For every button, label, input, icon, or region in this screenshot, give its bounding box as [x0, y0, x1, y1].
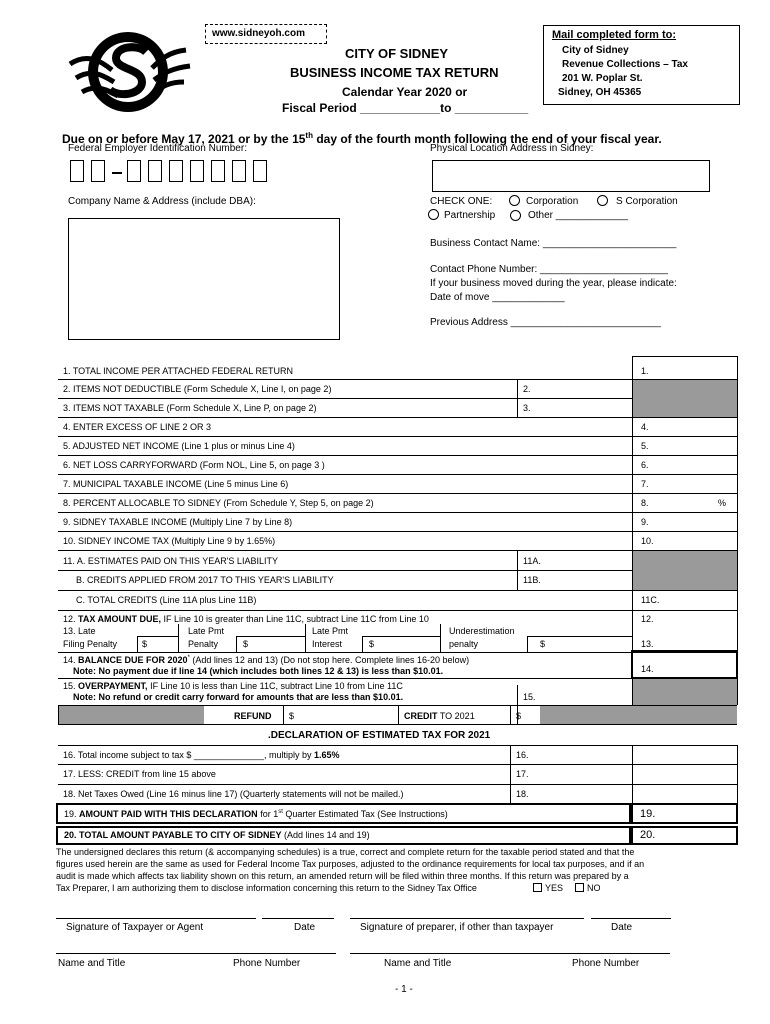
date-label: Date — [294, 922, 316, 933]
grid-line — [632, 745, 633, 803]
contact-name-field[interactable]: Business Contact Name: ________________________ — [430, 238, 677, 249]
line-13-late-pmt: Late Pmt — [188, 626, 225, 636]
box-label: 14. — [641, 664, 654, 674]
s-corporation-radio[interactable] — [597, 195, 608, 206]
grid-line — [527, 636, 528, 652]
grid-line — [58, 784, 737, 785]
grid-line — [517, 550, 518, 590]
grid-line — [517, 379, 518, 417]
fein-label: Federal Employer Identification Number: — [68, 143, 247, 154]
fein-digit-box[interactable] — [211, 160, 225, 182]
fein-digit-box[interactable] — [253, 160, 267, 182]
due-date-notice: Due on or before May 17, 2021 or by the 15th day of the fourth month following the end of your fiscal year. — [62, 131, 662, 146]
box-label: 4. — [641, 422, 649, 432]
grid-line — [58, 436, 737, 437]
line-11b-label: B. CREDITS APPLIED FROM 2017 TO THIS YEAR'S LIABILITY — [76, 575, 334, 585]
signature-line[interactable] — [350, 918, 584, 919]
other-label[interactable]: Other _____________ — [528, 210, 629, 221]
phone-label: Phone Number — [233, 958, 301, 969]
shaded-cell — [540, 706, 737, 724]
form-title: BUSINESS INCOME TAX RETURN — [290, 65, 499, 80]
line-1-label: 1. TOTAL INCOME PER ATTACHED FEDERAL RETURN — [63, 366, 294, 376]
grid-line — [58, 610, 737, 611]
box-label: 5. — [641, 441, 649, 451]
mail-line: City of Sidney — [562, 45, 629, 56]
name-title-label: Name and Title — [384, 958, 452, 969]
line-3-label: 3. ITEMS NOT TAXABLE (Form Schedule X, Line P, on page 2) — [63, 403, 317, 413]
box-label: 6. — [641, 460, 649, 470]
grid-line — [58, 512, 737, 513]
name-title-label: Name and Title — [58, 958, 126, 969]
mail-heading: Mail completed form to: — [552, 29, 677, 41]
line-17-label: 17. LESS: CREDIT from line 15 above — [63, 769, 216, 779]
line-20-label: 20. TOTAL AMOUNT PAYABLE TO CITY OF SIDNEY (Add lines 14 and 19) — [64, 830, 370, 840]
line-11a-label: 11. A. ESTIMATES PAID ON THIS YEAR'S LIABILITY — [63, 556, 278, 566]
line-13-filing-penalty: Filing Penalty — [63, 639, 118, 649]
grid-line — [236, 636, 237, 652]
line-18-label: 18. Net Taxes Owed (Line 16 minus line 17) (Quarterly statements will not be mailed.) — [63, 789, 404, 799]
declaration-title: .DECLARATION OF ESTIMATED TAX FOR 2021 — [268, 730, 491, 741]
yes-checkbox[interactable] — [533, 883, 542, 892]
line-16-label: 16. Total income subject to tax $ ______________, multiply by 1.65% — [63, 750, 340, 760]
grid-line — [283, 705, 284, 724]
box-label: 3. — [523, 403, 531, 413]
sig-preparer-label: Signature of preparer, if other than taxpayer — [360, 922, 554, 933]
grid-line — [58, 745, 737, 746]
line-7-label: 7. MUNICIPAL TAXABLE INCOME (Line 5 minus Line 6) — [63, 479, 289, 489]
moved-notice: If your business moved during the year, please indicate: — [430, 278, 677, 289]
sig-taxpayer-label: Signature of Taxpayer or Agent — [66, 922, 204, 933]
grid-line — [137, 636, 138, 652]
box-label: 11A. — [523, 556, 541, 566]
refund-dollar[interactable]: $ — [289, 711, 295, 721]
fein-digit-box[interactable] — [190, 160, 204, 182]
fein-digit-box[interactable] — [232, 160, 246, 182]
name-title-line[interactable] — [350, 953, 670, 954]
no-checkbox[interactable] — [575, 883, 584, 892]
partnership-radio[interactable] — [428, 209, 439, 220]
line-12-label: 12. TAX AMOUNT DUE, IF Line 10 is greater than Line 11C, subtract Line 11C from Line 10 — [63, 614, 429, 624]
box-label: 8. — [641, 498, 649, 508]
box-label: 20. — [640, 829, 656, 841]
line-2-label: 2. ITEMS NOT DEDUCTIBLE (Form Schedule X, Line I, on page 2) — [63, 384, 332, 394]
line-15-note: Note: No refund or credit carry forward for amounts that are less than $10.01. — [73, 692, 404, 702]
box-label: 11B. — [523, 575, 541, 585]
declaration-text: figures used herein are the same as used for Federal Income Tax purposes, adjusted to the ordinance requirements for local tax purposes, and if an — [56, 859, 645, 869]
contact-phone-field[interactable]: Contact Phone Number: _______________________ — [430, 264, 668, 275]
line-9-label: 9. SIDNEY TAXABLE INCOME (Multiply Line 7 by Line 8) — [63, 517, 293, 527]
dollar-sign: $ — [243, 639, 249, 649]
grid-line — [58, 493, 737, 494]
box-label: 1. — [641, 366, 649, 376]
fein-digit-box[interactable] — [91, 160, 105, 182]
declaration-text: Tax Preparer, I am authorizing them to disclose information concerning this return to the Sidney Tax Office — [56, 883, 477, 893]
corporation-radio[interactable] — [509, 195, 520, 206]
grid-line — [58, 455, 737, 456]
credit-label: CREDIT TO 2021 — [404, 711, 475, 721]
other-radio[interactable] — [510, 210, 521, 221]
grid-line — [58, 417, 737, 418]
fein-digit-box[interactable] — [70, 160, 84, 182]
line-15-label: 15. OVERPAYMENT, IF Line 10 is less than Line 11C, subtract Line 10 from Line 11C — [63, 681, 403, 691]
dollar-sign: $ — [369, 639, 375, 649]
check-one-label: CHECK ONE: — [430, 196, 493, 207]
phone-label: Phone Number — [572, 958, 640, 969]
line-19-label: 19. AMOUNT PAID WITH THIS DECLARATION for 1st Quarter Estimated Tax (See Instructions) — [64, 809, 448, 819]
page-number: - 1 - — [395, 984, 413, 995]
box-label: 7. — [641, 479, 649, 489]
box-label: 9. — [641, 517, 649, 527]
partnership-label: Partnership — [444, 210, 496, 221]
grid-line — [527, 636, 633, 637]
grid-line — [58, 724, 737, 725]
date-line[interactable] — [591, 918, 671, 919]
refund-label: REFUND — [234, 711, 272, 721]
mail-line: 201 W. Poplar St. — [562, 73, 643, 84]
physical-address-field[interactable] — [432, 160, 710, 192]
declaration-text: The undersigned declares this return (& accompanying schedules) is a true, correct and complete return for the taxable period stated and that the — [56, 847, 635, 857]
credit-dollar[interactable]: $ — [516, 711, 522, 721]
line-14-label: 14. BALANCE DUE FOR 2020* (Add lines 12 and 13) (Do not stop here. Complete lines 16-20 below) — [63, 655, 470, 665]
grid-line — [362, 636, 363, 652]
box-label: 16. — [516, 750, 529, 760]
line-14-note: Note: No payment due if line 14 (which includes both lines 12 & 13) is less than $10.01. — [73, 666, 444, 676]
signature-line[interactable] — [56, 918, 256, 919]
line-6-label: 6. NET LOSS CARRYFORWARD (Form NOL, Line 5, on page 3 ) — [63, 460, 325, 470]
box-label: 18. — [516, 789, 529, 799]
grid-line — [510, 705, 511, 724]
grid-line — [236, 636, 306, 637]
grid-line — [305, 624, 306, 652]
physical-address-label: Physical Location Address in Sidney: — [430, 143, 594, 154]
box-label: 17. — [516, 769, 529, 779]
line-13-late-pmt-interest: Late Pmt — [312, 626, 349, 636]
fein-digit-box[interactable] — [148, 160, 162, 182]
declaration-text: audit is made which affects tax liability shown on this return, an amended return will be filed within three months. If this return was prepared by a — [56, 871, 629, 881]
grid-line — [398, 705, 399, 724]
line-10-label: 10. SIDNEY INCOME TAX (Multiply Line 9 by 1.65%) — [63, 536, 276, 546]
mail-line: Sidney, OH 45365 — [558, 87, 642, 98]
box-label: 15. — [523, 692, 536, 702]
date-line[interactable] — [262, 918, 334, 919]
line-13-interest: Interest — [312, 639, 343, 649]
shaded-cell — [633, 679, 737, 705]
line-13-late: 13. Late — [63, 626, 96, 636]
fein-digit-box[interactable] — [169, 160, 183, 182]
fiscal-period[interactable]: Fiscal Period ____________to ___________ — [282, 101, 529, 115]
box-label: 19. — [640, 808, 656, 820]
s-corporation-label: S Corporation — [616, 196, 678, 207]
city-of-sidney-logo — [68, 22, 193, 122]
calendar-year: Calendar Year 2020 or — [342, 85, 468, 99]
line-13-penalty: Penalty — [188, 639, 219, 649]
previous-address-field[interactable]: Previous Address ___________________________ — [430, 317, 661, 328]
company-address-field[interactable] — [68, 218, 340, 340]
website-url[interactable]: www.sidneyoh.com — [212, 28, 305, 39]
name-title-line[interactable] — [56, 953, 336, 954]
dollar-sign: $ — [142, 639, 148, 649]
grid-line — [737, 745, 738, 803]
grid-line — [58, 764, 737, 765]
dollar-sign: $ — [540, 639, 546, 649]
line-4-label: 4. ENTER EXCESS OF LINE 2 OR 3 — [63, 422, 212, 432]
grid-line — [510, 745, 511, 803]
mail-line: Revenue Collections – Tax — [562, 59, 688, 70]
grid-line — [440, 624, 441, 652]
grid-line — [178, 624, 179, 652]
date-of-move-field[interactable]: Date of move _____________ — [430, 292, 565, 303]
percent-sign: % — [718, 498, 727, 508]
fein-digit-box[interactable] — [127, 160, 141, 182]
box-label: 11C. — [641, 595, 660, 605]
line-8-label: 8. PERCENT ALLOCABLE TO SIDNEY (From Schedule Y, Step 5, on page 2) — [63, 498, 374, 508]
no-label: NO — [587, 883, 601, 893]
grid-line — [362, 636, 441, 637]
shaded-cell — [633, 380, 737, 417]
date-label: Date — [611, 922, 633, 933]
line-11c-label: C. TOTAL CREDITS (Line 11A plus Line 11B) — [76, 595, 257, 605]
grid-line — [58, 531, 737, 532]
grid-line — [632, 356, 737, 357]
shaded-cell — [59, 706, 204, 724]
yes-label: YES — [545, 883, 564, 893]
city-title: CITY OF SIDNEY — [345, 46, 449, 61]
line-5-label: 5. ADJUSTED NET INCOME (Line 1 plus or minus Line 4) — [63, 441, 295, 451]
box-label: 13. — [641, 639, 654, 649]
box-label: 2. — [523, 384, 531, 394]
box-label: 10. — [641, 536, 654, 546]
company-label: Company Name & Address (include DBA): — [68, 196, 256, 207]
line-13-underestimation-penalty: penalty — [449, 639, 479, 649]
shaded-cell — [633, 551, 737, 590]
corporation-label: Corporation — [526, 196, 579, 207]
grid-line — [58, 590, 737, 591]
box-label: 12. — [641, 614, 654, 624]
grid-line — [137, 636, 179, 637]
grid-line — [58, 474, 737, 475]
fein-dash — [112, 172, 122, 174]
line-13-underestimation: Underestimation — [449, 626, 515, 636]
